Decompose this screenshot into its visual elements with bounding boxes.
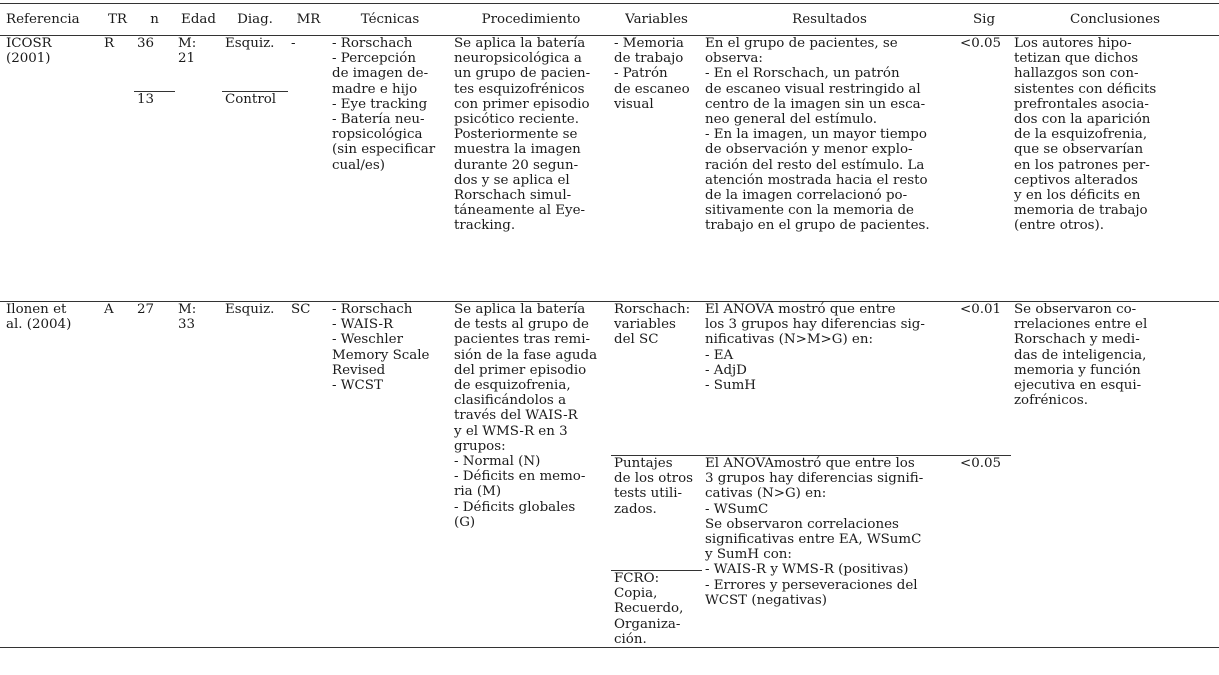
- text-line: de observación y menor explo-: [705, 142, 913, 158]
- text-line: - Déficits en memo-: [454, 469, 586, 485]
- text-line: - WCST: [332, 378, 383, 394]
- text-line: - Normal (N): [454, 454, 541, 470]
- header-tecnicas: Técnicas: [329, 4, 451, 36]
- text-line: tracking.: [454, 218, 516, 234]
- literature-table: [0, 3, 1219, 648]
- text-line: M:: [178, 302, 197, 317]
- text-line: trabajo en el grupo de pacientes.: [705, 218, 930, 234]
- text-line: atención mostrada hacia el resto: [705, 172, 928, 188]
- text-line: ICOSR: [6, 36, 52, 51]
- header-conclusiones: Conclusiones: [1011, 4, 1219, 36]
- cell-diag-control: Control: [222, 92, 288, 302]
- text-line: con primer episodio: [454, 96, 590, 112]
- cell-mr: SC: [288, 302, 329, 648]
- cell-mr: -: [291, 36, 296, 51]
- cell-procedimiento: [451, 302, 611, 648]
- text-line: de imagen de-: [332, 66, 429, 82]
- text-line: Los autores hipo-: [1014, 36, 1132, 51]
- text-line: sión de la fase aguda: [454, 347, 598, 363]
- text-line: de los otros: [614, 471, 694, 487]
- text-line: Se observaron correlaciones: [705, 516, 899, 532]
- cell-sig-2: <0.05: [957, 456, 1011, 648]
- text-line: Posteriormente se: [454, 127, 578, 143]
- header-mr: MR: [288, 4, 329, 36]
- text-line: - Percepción: [332, 51, 416, 67]
- header-variables: Variables: [611, 4, 702, 36]
- text-line: de la esquizofrenia,: [1014, 127, 1148, 143]
- text-line: en los patrones per-: [1014, 157, 1150, 173]
- text-line: - Rorschach: [332, 36, 413, 51]
- text-line: - WSumC: [705, 501, 769, 517]
- text-line: memoria de trabajo: [1014, 203, 1148, 219]
- text-line: de escaneo: [614, 81, 690, 97]
- text-line: - Patrón: [614, 66, 668, 82]
- text-line: los 3 grupos hay diferencias sig-: [705, 317, 925, 333]
- text-line: de la imagen correlacionó po-: [705, 188, 908, 204]
- cell-diag: Esquiz.: [222, 302, 288, 648]
- cell-sig: <0.05: [960, 36, 1002, 51]
- header-sig: Sig: [957, 4, 1011, 36]
- text-line: ración del resto del estímulo. La: [705, 157, 925, 173]
- text-line: Rorschach simul-: [454, 188, 572, 204]
- cell-conclusiones: [1011, 302, 1219, 648]
- cell-n-control: 13: [134, 92, 175, 302]
- cell-tecnicas: [329, 302, 451, 648]
- text-line: táneamente al Eye-: [454, 203, 586, 219]
- text-line: y el WMS-R en 3: [454, 423, 568, 439]
- text-line: hallazgos son con-: [1014, 66, 1139, 82]
- text-line: FCRO:: [614, 571, 660, 586]
- header-ref: Referencia: [0, 4, 101, 36]
- text-line: ción.: [614, 631, 647, 647]
- header-resultados: Resultados: [702, 4, 957, 36]
- text-line: cual/es): [332, 157, 385, 173]
- text-line: Se aplica la batería: [454, 302, 586, 317]
- text-line: - Batería neu-: [332, 112, 425, 128]
- text-line: - WAIS-R y WMS-R (positivas): [705, 562, 909, 578]
- text-line: - En el Rorschach, un patrón: [705, 66, 900, 82]
- text-line: tes esquizofrénicos: [454, 81, 585, 97]
- cell-procedimiento: [451, 36, 611, 302]
- cell-resultados: [702, 36, 957, 302]
- text-line: centro de la imagen sin un esca-: [705, 96, 926, 112]
- text-line: 33: [178, 317, 196, 333]
- text-line: Se observaron co-: [1014, 302, 1137, 317]
- text-line: 3 grupos hay diferencias signifi-: [705, 471, 924, 487]
- cell-tecnicas: [329, 36, 451, 302]
- cell-resultados: [702, 302, 957, 456]
- cell-n: 27: [134, 302, 175, 648]
- text-line: y SumH con:: [705, 547, 792, 563]
- text-line: sistentes con déficits: [1014, 81, 1157, 97]
- text-line: - Errores y perseveraciones del: [705, 577, 918, 593]
- text-line: (sin especificar: [332, 142, 436, 158]
- text-line: prefrontales asocia-: [1014, 96, 1149, 112]
- cell-variables-2: [611, 456, 702, 571]
- text-line: del primer episodio: [454, 362, 587, 378]
- text-line: El ANOVA mostró que entre: [705, 302, 896, 317]
- text-line: rrelaciones entre el: [1014, 317, 1148, 333]
- text-line: dos con la aparición: [1014, 112, 1151, 128]
- text-line: - AdjD: [705, 362, 747, 378]
- text-line: significativas entre EA, WSumC: [705, 532, 922, 548]
- text-line: ejecutiva en esqui-: [1014, 378, 1142, 394]
- text-line: ropsicológica: [332, 127, 423, 143]
- text-line: El ANOVAmostró que entre los: [705, 456, 915, 471]
- text-line: sitivamente con la memoria de: [705, 203, 914, 219]
- text-line: madre e hijo: [332, 81, 418, 97]
- text-line: - Eye tracking: [332, 96, 428, 112]
- text-line: de tests al grupo de: [454, 317, 589, 333]
- text-line: psicótico reciente.: [454, 112, 579, 128]
- text-line: grupos:: [454, 438, 506, 454]
- text-line: (G): [454, 514, 476, 530]
- text-line: M:: [178, 36, 197, 51]
- text-line: - Memoria: [614, 36, 684, 51]
- cell-tr: A: [101, 302, 134, 648]
- table-row: [0, 36, 1219, 92]
- text-line: Organiza-: [614, 616, 681, 632]
- text-line: Recuerdo,: [614, 601, 684, 617]
- cell-variables-3: [611, 571, 702, 648]
- text-line: Puntajes: [614, 456, 673, 471]
- text-line: zados.: [614, 501, 657, 517]
- text-line: - Rorschach: [332, 302, 413, 317]
- text-line: al. (2004): [6, 317, 72, 333]
- text-line: Copia,: [614, 586, 658, 602]
- text-line: - EA: [705, 347, 734, 363]
- text-line: durante 20 segun-: [454, 157, 579, 173]
- cell-edad: [175, 302, 222, 648]
- text-line: dos y se aplica el: [454, 172, 570, 188]
- text-line: Rorschach:: [614, 302, 691, 317]
- text-line: Memory Scale: [332, 347, 430, 363]
- text-line: de trabajo: [614, 51, 684, 67]
- text-line: - En la imagen, un mayor tiempo: [705, 127, 927, 143]
- cell-ref: [0, 302, 101, 648]
- cell-variables: [611, 302, 702, 456]
- text-line: clasificándolos a: [454, 393, 567, 409]
- text-line: 21: [178, 51, 196, 67]
- header-row: [0, 4, 1219, 36]
- text-line: Revised: [332, 362, 386, 378]
- cell-resultados-2: [702, 456, 957, 648]
- text-line: y en los déficits en: [1014, 188, 1141, 204]
- cell-variables: [611, 36, 702, 302]
- text-line: ceptivos alterados: [1014, 172, 1138, 188]
- text-line: (2001): [6, 51, 51, 67]
- text-line: través del WAIS-R: [454, 408, 578, 424]
- text-line: zofrénicos.: [1014, 393, 1088, 409]
- text-line: tetizan que dichos: [1014, 51, 1139, 67]
- text-line: pacientes tras remi-: [454, 332, 591, 348]
- table-row: [0, 302, 1219, 456]
- text-line: (entre otros).: [1014, 218, 1104, 234]
- text-line: de esquizofrenia,: [454, 378, 571, 394]
- cell-n: 36: [137, 36, 155, 51]
- text-line: nificativas (N>M>G) en:: [705, 332, 873, 348]
- header-n: n: [134, 4, 175, 36]
- text-line: - Déficits globales: [454, 499, 576, 515]
- header-tr: TR: [101, 4, 134, 36]
- text-line: - WAIS-R: [332, 317, 394, 333]
- text-line: das de inteligencia,: [1014, 347, 1147, 363]
- text-line: variables: [614, 317, 676, 333]
- cell-ref: [0, 36, 101, 302]
- cell-conclusiones: [1011, 36, 1219, 302]
- text-line: ria (M): [454, 484, 502, 500]
- text-line: observa:: [705, 51, 763, 67]
- text-line: - SumH: [705, 378, 756, 394]
- text-line: neuropsicológica a: [454, 51, 582, 67]
- text-line: un grupo de pacien-: [454, 66, 591, 82]
- text-line: Rorschach y medi-: [1014, 332, 1140, 348]
- text-line: tests utili-: [614, 486, 683, 502]
- text-line: WCST (negativas): [705, 592, 828, 608]
- text-line: muestra la imagen: [454, 142, 581, 158]
- text-line: Ilonen et: [6, 302, 67, 317]
- text-line: En el grupo de pacientes, se: [705, 36, 898, 51]
- text-line: de escaneo visual restringido al: [705, 81, 921, 97]
- cell-diag: Esquiz.: [225, 36, 275, 51]
- header-procedimiento: Procedimiento: [451, 4, 611, 36]
- header-diag: Diag.: [222, 4, 288, 36]
- cell-sig: <0.01: [957, 302, 1011, 456]
- header-edad: Edad: [175, 4, 222, 36]
- text-line: - Weschler: [332, 332, 403, 348]
- text-line: memoria y función: [1014, 362, 1141, 378]
- cell-edad: [175, 36, 222, 302]
- text-line: que se observarían: [1014, 142, 1144, 158]
- text-line: neo general del estímulo.: [705, 112, 878, 128]
- text-line: Se aplica la batería: [454, 36, 586, 51]
- text-line: cativas (N>G) en:: [705, 486, 827, 502]
- text-line: visual: [614, 96, 654, 112]
- text-line: del SC: [614, 332, 659, 348]
- cell-tr: R: [104, 36, 115, 51]
